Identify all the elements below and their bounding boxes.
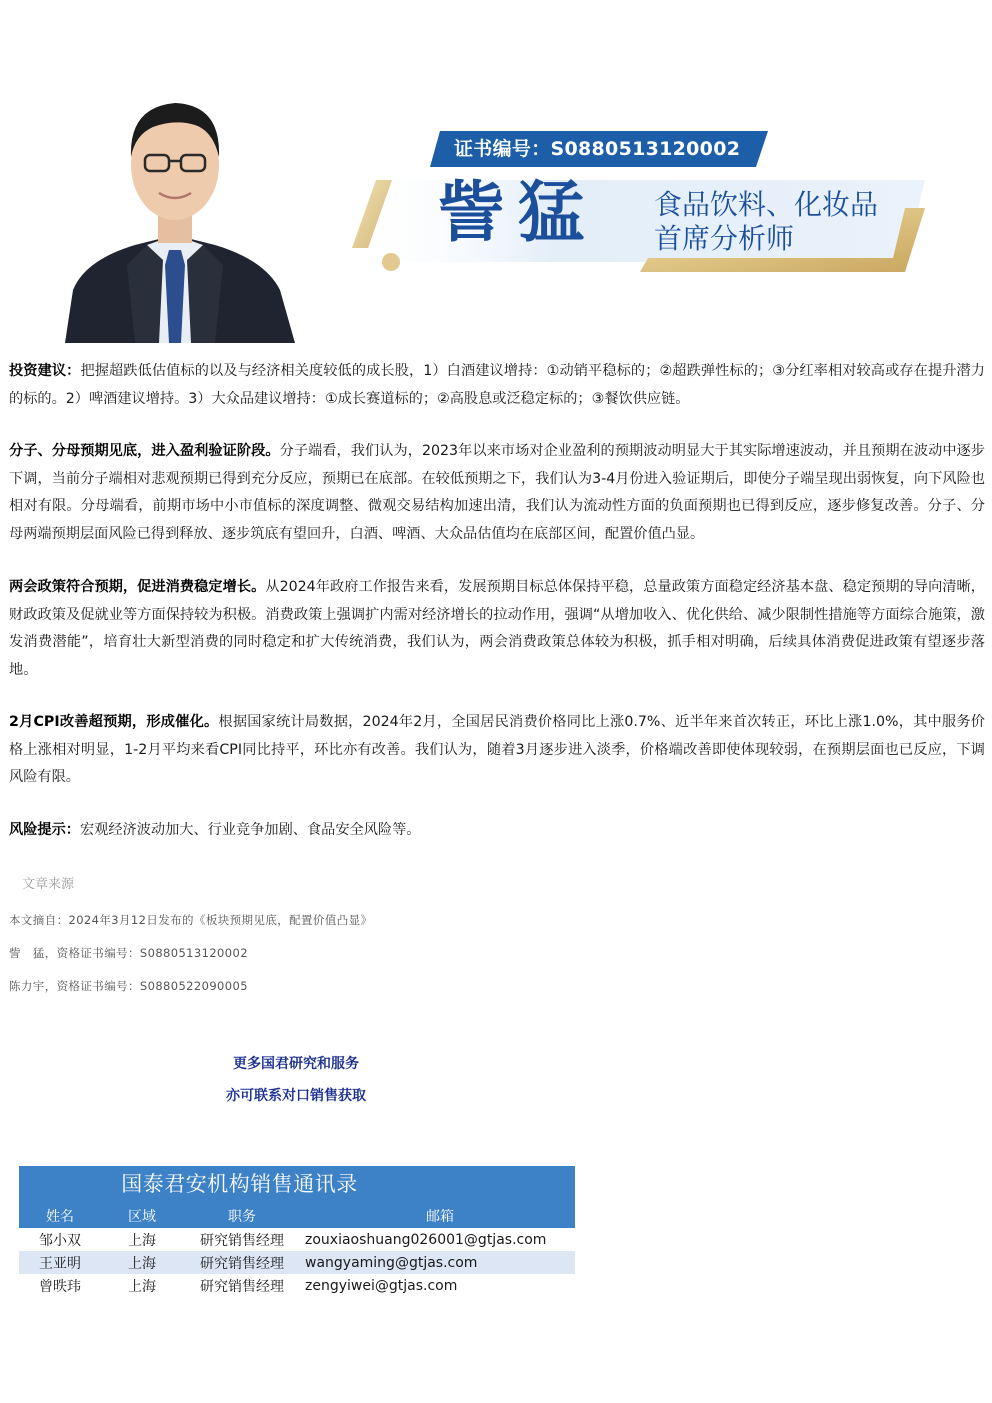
paragraph-body: 把握超跌低估值标的以及与经济相关度较低的成长股，1）白酒建议增持：①动销平稳标的；②超跌弹性标的；③分红率相对较高或存在提升潜力的标的。2）啤酒建议增持。3）大众品建议增持：①成长赛道标的；②高股息或泛稳定标的；③餐饮供应链。 xyxy=(9,363,985,407)
cell-email[interactable]: zengyiwei@gtjas.com xyxy=(305,1277,458,1294)
source-excerpt: 本文摘自：2024年3月12日发布的《板块预期见底，配置价值凸显》 xyxy=(9,913,373,927)
paragraph-lead: 风险提示： xyxy=(9,822,80,838)
directory-table xyxy=(19,1203,575,1297)
source-author-1: 訾 猛，资格证书编号：S0880513120002 xyxy=(9,946,248,960)
cell-role: 研究销售经理 xyxy=(183,1251,301,1274)
cta-contact-sales: 亦可联系对口销售获取 xyxy=(226,1088,366,1104)
paragraph-two-sessions-policy xyxy=(9,574,985,684)
source-author-2: 陈力宇，资格证书编号：S0880522090005 xyxy=(9,979,248,993)
table-row xyxy=(19,1228,575,1251)
directory-title: 国泰君安机构销售通讯录 xyxy=(19,1166,575,1203)
column-header-name: 姓名 xyxy=(19,1203,101,1228)
paragraph-lead: 2月CPI改善超预期，形成催化。 xyxy=(9,714,219,730)
column-header-role: 职务 xyxy=(183,1203,301,1228)
sales-directory xyxy=(19,1166,575,1297)
cell-name: 王亚明 xyxy=(19,1251,101,1274)
cta-more-research: 更多国君研究和服务 xyxy=(233,1056,359,1072)
cell-name: 邹小双 xyxy=(39,1232,81,1249)
paragraph-body: 从2024年政府工作报告来看，发展预期目标总体保持平稳，总量政策方面稳定经济基本盘、稳定预期的导向清晰，财政政策及促就业等方面保持较为积极。消费政策上强调扩内需对经济增长的拉动作用，强调“从增加收入、优化供给、减少限制性措施等方面综合施策，激发消费潜能”，培育壮大新型消费的同时稳定和扩大传统消费，我们认为，两会消费政策总体较为积极，抓手相对明确，后续具体消费促进政策有望逐步落地。 xyxy=(9,579,985,678)
paragraph-cpi-improvement xyxy=(9,709,985,792)
paragraph-body: 宏观经济波动加大、行业竞争加剧、食品安全风险等。 xyxy=(79,822,421,838)
column-header-region: 区域 xyxy=(101,1203,183,1228)
cell-region: 上海 xyxy=(128,1278,156,1295)
paragraph-lead: 两会政策符合预期，促进消费稳定增长。 xyxy=(9,579,266,595)
paragraph-risk-warning xyxy=(9,817,985,845)
certificate-number-tag: 证书编号：S0880513120002 xyxy=(454,138,741,160)
table-row xyxy=(19,1251,575,1274)
analyst-photo-icon xyxy=(55,85,295,343)
paragraph-lead: 投资建议： xyxy=(9,363,81,379)
cell-role: 研究销售经理 xyxy=(200,1278,284,1295)
table-row xyxy=(19,1274,575,1297)
paragraph-body: 分子端看，我们认为，2023年以来市场对企业盈利的预期波动明显大于其实际增速波动，并且预期在波动中逐步下调，当前分子端相对悲观预期已得到充分反应，预期已在底部。在较低预期之下，我们认为3-4月份进入验证期后，即使分子端呈现出弱恢复，向下风险也相对有限。分母端看，前期市场中小市值标的深度调整、微观交易结构加速出清，我们认为流动性方面的负面预期也已得到反应，逐步修复改善。分子、分母两端预期层面风险已得到释放、逐步筑底有望回升，白酒、啤酒、大众品估值均在底部区间，配置价值凸显。 xyxy=(9,443,985,542)
analyst-portrait xyxy=(55,85,295,343)
cell-role: 研究销售经理 xyxy=(200,1232,284,1249)
source-label: 文章来源 xyxy=(22,877,75,892)
table-header-row xyxy=(19,1203,575,1228)
paragraph-lead: 分子、分母预期见底，进入盈利验证阶段。 xyxy=(9,443,280,459)
analyst-title-line2: 首席分析师 xyxy=(654,222,795,255)
column-header-email: 邮箱 xyxy=(301,1203,575,1228)
cell-region: 上海 xyxy=(101,1251,183,1274)
paragraph-expectation-bottom xyxy=(9,438,985,548)
cell-email[interactable]: zouxiaoshuang026001@gtjas.com xyxy=(305,1231,547,1248)
cell-region: 上海 xyxy=(128,1232,156,1249)
cell-email[interactable]: wangyaming@gtjas.com xyxy=(301,1251,575,1274)
analyst-name: 訾猛 xyxy=(438,173,598,251)
cell-name: 曾昳玮 xyxy=(39,1278,81,1295)
paragraph-investment-advice xyxy=(9,358,985,413)
analyst-banner xyxy=(0,0,992,345)
paragraph-body: 根据国家统计局数据，2024年2月，全国居民消费价格同比上涨0.7%、近半年来首次转正，环比上涨1.0%，其中服务价格上涨相对明显，1-2月平均来看CPI同比持平，环比亦有改善。我们认为，随着3月逐步进入淡季，价格端改善即使体现较弱，在预期层面也已反应，下调风险有限。 xyxy=(9,714,985,786)
analyst-title-line1: 食品饮料、化妆品 xyxy=(654,188,879,221)
